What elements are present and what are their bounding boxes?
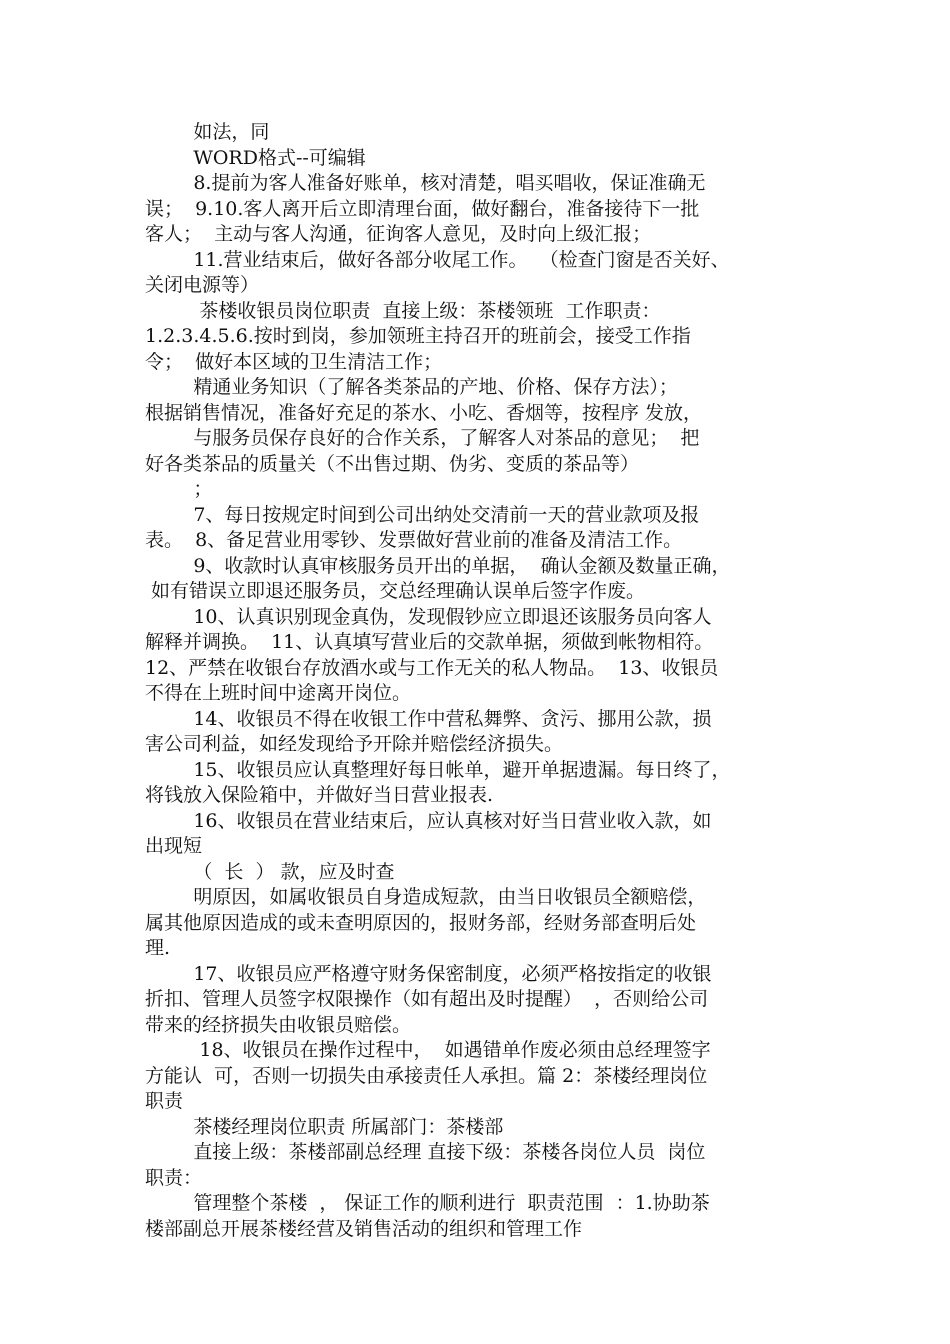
text-line: 楼部副总开展茶楼经营及销售活动的组织和管理工作	[145, 1217, 583, 1240]
text-line: 10、认真识别现金真伪，发现假钞应立即退还该服务员向客人	[145, 605, 712, 628]
text-line: 不得在上班时间中途离开岗位。	[145, 682, 412, 704]
text-line: （ 长 ） 款，应及时查	[145, 860, 395, 883]
text-line: 7、每日按规定时间到公司出纳处交清前一天的营业款项及报	[145, 503, 700, 526]
text-line: 茶楼经理岗位职责 所属部门：茶楼部	[145, 1115, 504, 1138]
text-line: 明原因，如属收银员自身造成短款，由当日收银员全额赔偿，	[145, 886, 707, 908]
text-line: 解释并调换。 11、认真填写营业后的交款单据，须做到帐物相符。	[145, 631, 714, 653]
text-line: ；	[145, 478, 213, 500]
text-line: WORD格式--可编辑	[145, 146, 366, 169]
text-line: 职责：	[145, 1166, 203, 1189]
text-line: 害公司利益，如经发现给予开除并赔偿经济损失。	[145, 733, 564, 755]
text-line: 职责	[145, 1090, 184, 1112]
text-line: 方能认 可，否则一切损失由承接责任人承担。篇 2：茶楼经理岗位	[145, 1064, 708, 1087]
text-line: 精通业务知识（了解各类茶品的产地、价格、保存方法）；	[145, 376, 678, 398]
text-line: 带来的经挤损失由收银员赔偿。	[145, 1013, 412, 1036]
text-line: 8.提前为客人准备好账单，核对清楚，唱买唱收，保证准确无	[145, 172, 706, 194]
text-line: 误； 9.10.客人离开后立即清理台面，做好翻台，准备接待下一批	[145, 197, 700, 220]
text-line: 根据销售情况，准备好充足的茶水、小吃、香烟等，按程序 发放，	[145, 401, 703, 424]
text-line: 关闭电源等）	[145, 274, 260, 296]
text-line: 出现短	[145, 835, 203, 857]
text-line: 属其他原因造成的或未查明原因的，报财务部，经财务部查明后处	[145, 911, 697, 934]
text-line: 管理整个茶楼 ， 保证工作的顺利进行 职责范围 ：1.协助茶	[145, 1192, 710, 1214]
text-line: 如有错误立即退还服务员，交总经理确认误单后签字作废。	[145, 580, 646, 602]
text-line: 茶楼收银员岗位职责 直接上级：茶楼领班 工作职责：	[145, 299, 661, 322]
text-line: 如法，同	[145, 121, 270, 143]
text-line: 将钱放入保险箱中，并做好当日营业报表.	[145, 784, 494, 806]
text-line: 9、收款时认真审核服务员开出的单据， 确认金额及数量正确，	[145, 554, 731, 577]
text-line: 令； 做好本区域的卫生清洁工作；	[145, 350, 443, 373]
document-body	[145, 120, 810, 1242]
text-line: 客人； 主动与客人沟通，征询客人意见，及时向上级汇报；	[145, 223, 652, 245]
text-line: 17、收银员应严格遵守财务保密制度，必须严格按指定的收银	[145, 962, 712, 985]
text-line: 直接上级：茶楼部副总经理 直接下级：茶楼各岗位人员 岗位	[145, 1141, 706, 1163]
text-line: 14、收银员不得在收银工作中营私舞弊、贪污、挪用公款，损	[145, 707, 712, 730]
text-line: 11.营业结束后，做好各部分收尾工作。 （检查门窗是否关好、	[145, 248, 730, 271]
text-line: 折扣、管理人员签字权限操作（如有超出及时提醒） ，否则给公司	[145, 988, 709, 1010]
text-line: 16、收银员在营业结束后，应认真核对好当日营业收入款，如	[145, 809, 712, 832]
text-line: 12、严禁在收银台存放酒水或与工作无关的私人物品。 13、收银员	[145, 656, 719, 679]
text-line: 1.2.3.4.5.6.按时到岗，参加领班主持召开的班前会，接受工作指	[145, 325, 691, 347]
text-line: 与服务员保存良好的合作关系，了解客人对茶品的意见； 把	[145, 427, 700, 449]
text-line: 好各类茶品的质量关（不出售过期、伪劣、变质的茶品等）	[145, 452, 640, 475]
text-line: 18、收银员在操作过程中， 如遇错单作废必须由总经理签字	[145, 1039, 711, 1061]
text-line: 15、收银员应认真整理好每日帐单，避开单据遗漏。每日终了，	[145, 758, 731, 781]
text-line: 表。 8、备足营业用零钞、发票做好营业前的准备及清洁工作。	[145, 529, 683, 551]
text-line: 理.	[145, 937, 171, 959]
